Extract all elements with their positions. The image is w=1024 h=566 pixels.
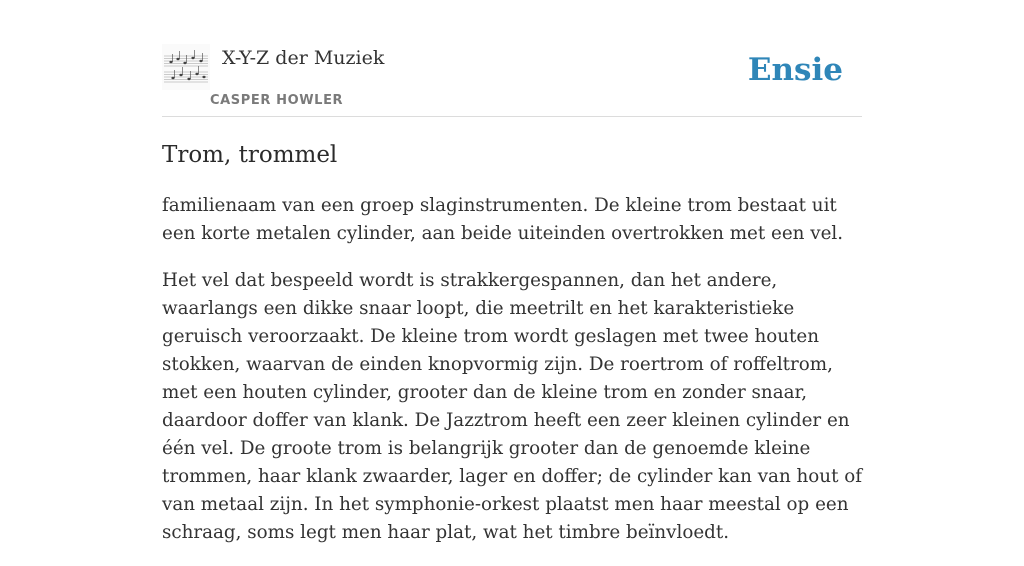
book-title[interactable]: X-Y-Z der Muziek [222,47,385,69]
author-name[interactable]: CASPER HOWLER [210,93,344,108]
entry-content [162,192,862,566]
header [162,0,862,117]
entry-title: Trom, trommel [162,142,338,168]
brand-logo[interactable]: Ensie [747,52,843,88]
page [162,0,863,543]
sheet-music-icon[interactable] [162,44,210,90]
entry-paragraph: Het vel dat bespeeld wordt is strakkergespannen, dan het andere, waarlangs een dikke snaar loopt, die meetrilt en het karakteristieke geruisch veroorzaakt. De kleine trom wordt geslagen met twee houten stokken, waarvan de einden knopvormig zijn. De roertrom of roffeltrom, met een houten cylinder, grooter dan de kleine trom en zonder snaar, daardoor doffer van klank. De Jazztrom heeft een zeer kleinen cylinder en één vel. De groote trom is belangrijk grooter dan de genoemde kleine trommen, haar klank zwaarder, lager en doffer; de cylinder kan van hout of van metaal zijn. In het symphonie-orkest plaatst men haar meestal op een schraag, soms legt men haar plat, wat het timbre beïnvloedt. [162,270,863,543]
entry-paragraph: familienaam van een groep slaginstrumenten. De kleine trom bestaat uit een korte metalen cylinder, aan beide uiteinden overtrokken met een vel. [162,195,844,244]
